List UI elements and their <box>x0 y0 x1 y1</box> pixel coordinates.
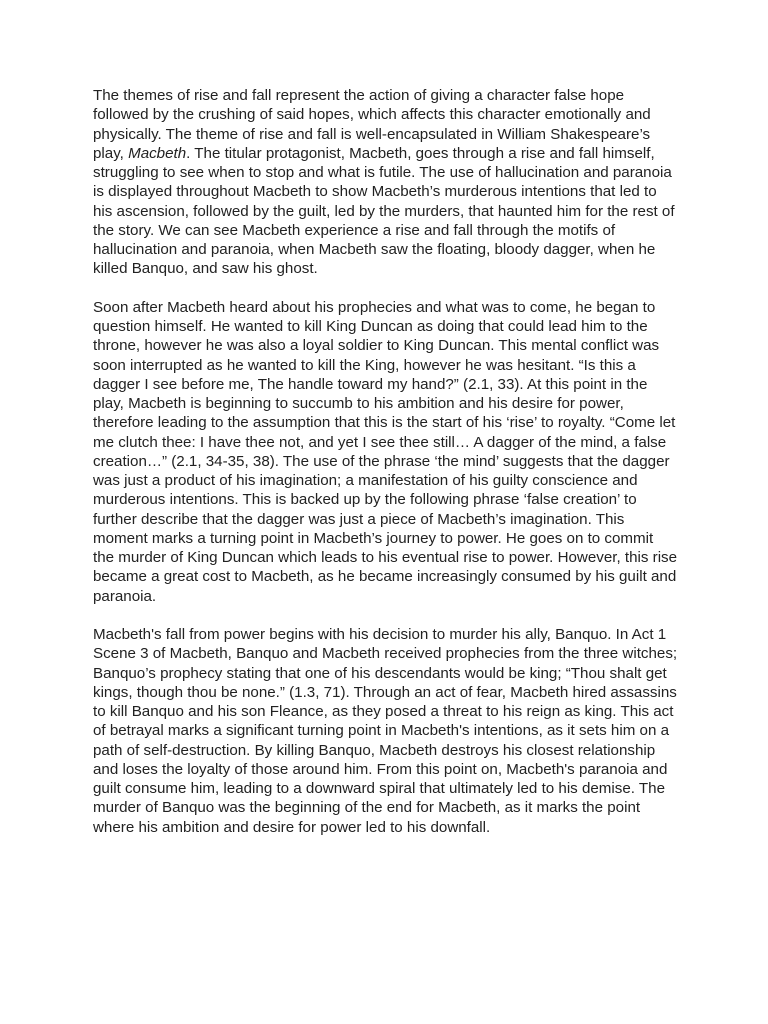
paragraph-banquo <box>93 625 678 837</box>
paragraph-dagger <box>93 298 678 606</box>
intro-text-part-2: . The titular protagonist, Macbeth, goes through a rise and fall himself, struggling to see when to stop and what is futile. The use of hallucination and paranoia is displayed throughout Macbeth to show Macbeth’s murderous intentions that led to his ascension, followed by the guilt, led by the murders, that haunted him for the rest of the story. We can see Macbeth experience a rise and fall through the motifs of hallucination and paranoia, when Macbeth saw the floating, bloody dagger, when he killed Banquo, and saw his ghost. <box>93 144 675 278</box>
document-body <box>93 86 678 856</box>
paragraph-introduction <box>93 86 678 279</box>
banquo-text: Macbeth's fall from power begins with his decision to murder his ally, Banquo. In Act 1 Scene 3 of Macbeth, Banquo and Macbeth received prophecies from the three witches; Banquo’s prophecy stating that one of his descendants would be king; “Thou shalt get kings, though thou be none.” (1.3, 71). Through an act of fear, Macbeth hired assassins to kill Banquo and his son Fleance, as they posed a threat to his reign as king. This act of betrayal marks a significant turning point in Macbeth's intentions, as it sets him on a path of self-destruction. By killing Banquo, Macbeth destroys his closest relationship and loses the loyalty of those around him. From this point on, Macbeth's paranoia and guilt consume him, leading to a downward spiral that ultimately led to his demise. The murder of Banquo was the beginning of the end for Macbeth, as it marks the point where his ambition and desire for power led to his downfall. <box>93 626 678 836</box>
dagger-text: Soon after Macbeth heard about his prophecies and what was to come, he began to question himself. He wanted to kill King Duncan as doing that could lead him to the throne, however he was also a loyal soldier to King Duncan. This mental conflict was soon interrupted as he wanted to kill the King, however he was hesitant. “Is this a dagger I see before me, The handle toward my hand?” (2.1, 33). At this point in the play, Macbeth is beginning to succumb to his ambition and his desire for power, therefore leading to the assumption that this is the start of his ‘rise’ to royalty. “Come let me clutch thee: I have thee not, and yet I see thee still… A dagger of the mind, a false creation…” (2.1, 34-35, 38). The use of the phrase ‘the mind’ suggests that the dagger was just a product of his imagination; a manifestation of his guilty conscience and murderous intentions. This is backed up by the following phrase ‘false creation’ to further describe that the dagger was just a piece of Macbeth’s imagination. This moment marks a turning point in Macbeth’s journey to power. He goes on to commit the murder of King Duncan which leads to his eventual rise to power. However, this rise became a great cost to Macbeth, as he became increasingly consumed by his guilt and paranoia. <box>93 298 678 605</box>
intro-text-part-1: The themes of rise and fall represent the action of giving a character false hope followed by the crushing of said hopes, which affects this character emotionally and physically. The theme of rise and fall is well-encapsulated in William Shakespeare’s play, <box>93 87 651 162</box>
play-title-italic: Macbeth <box>128 144 187 162</box>
